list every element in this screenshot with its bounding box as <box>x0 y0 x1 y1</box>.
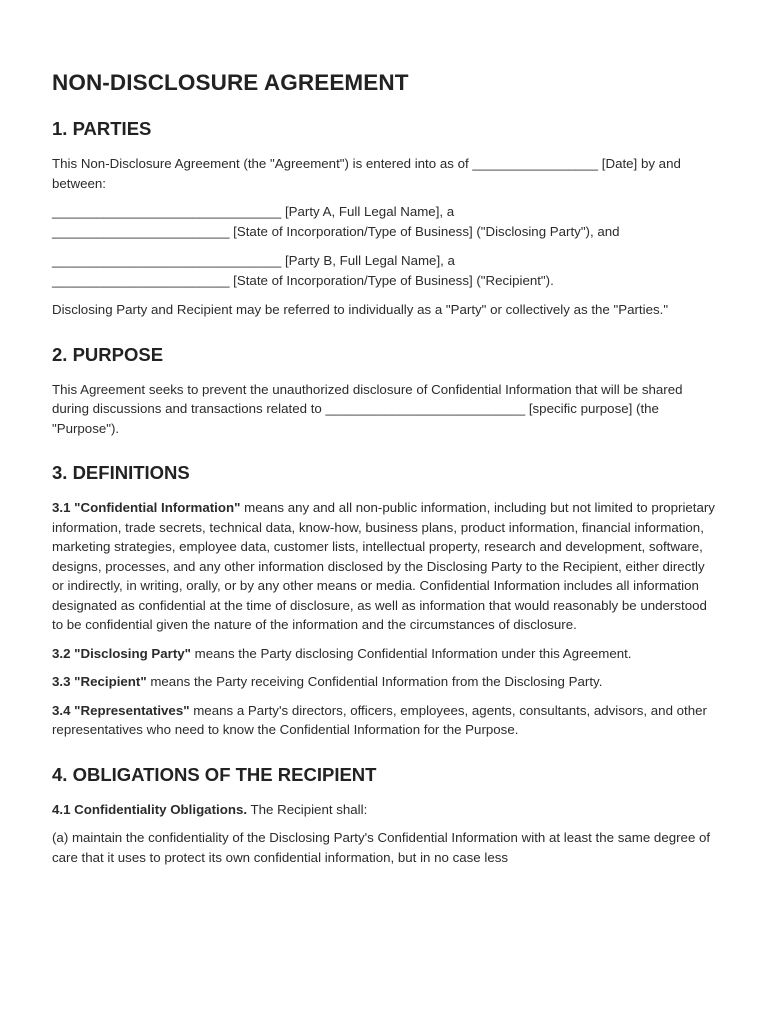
document-title: NON-DISCLOSURE AGREEMENT <box>52 70 409 95</box>
definition-text: means a Party's directors, officers, employees, agents, consultants, advisors, and other representatives who need to know the Confidential Information for the Purpose. <box>52 702 707 737</box>
party-a-block <box>52 202 720 241</box>
section-purpose <box>52 344 720 439</box>
definition-item <box>52 644 720 664</box>
section-heading-purpose: 2. PURPOSE <box>52 343 164 365</box>
section-parties <box>52 118 720 320</box>
party-a-line2: ________________________ [State of Incorporation/Type of Business] ("Disclosing Party"), and <box>52 223 620 239</box>
definition-term: 3.2 "Disclosing Party" <box>52 645 191 661</box>
party-b-line2: ________________________ [State of Incorporation/Type of Business] ("Recipient"). <box>52 272 554 288</box>
obligations-sub-text: The Recipient shall: <box>247 801 368 817</box>
definition-term: 3.3 "Recipient" <box>52 674 147 689</box>
party-b-line1: _______________________________ [Party B, Full Legal Name], a <box>52 253 455 268</box>
party-b-block <box>52 251 720 290</box>
party-a-line1: _______________________________ [Party A, Full Legal Name], a <box>52 204 455 219</box>
parties-closing: Disclosing Party and Recipient may be referred to individually as a "Party" or collectively as the "Parties." <box>52 302 669 317</box>
section-heading-obligations: 4. OBLIGATIONS OF THE RECIPIENT <box>52 763 377 785</box>
definition-item <box>52 701 720 740</box>
document-page <box>52 70 720 891</box>
obligations-item-a: (a) maintain the confidentiality of the Disclosing Party's Confidential Information with at least the same degree of care that it uses to protect its own confidential information, but in no case less <box>52 830 711 865</box>
parties-intro: This Non-Disclosure Agreement (the "Agreement") is entered into as of _________________ [Date] by and between: <box>52 156 681 191</box>
definition-item <box>52 498 720 635</box>
section-obligations <box>52 764 720 868</box>
definition-term: 3.1 "Confidential Information" <box>52 500 241 515</box>
definition-text: means the Party disclosing Confidential Information under this Agreement. <box>190 645 632 661</box>
obligations-sub-term: 4.1 Confidentiality Obligations. <box>52 801 248 817</box>
obligations-subsection <box>52 800 720 820</box>
definition-term: 3.4 "Representatives" <box>52 702 190 718</box>
section-heading-definitions: 3. DEFINITIONS <box>52 462 190 483</box>
definition-text: means the Party receiving Confidential Information from the Disclosing Party. <box>146 674 603 689</box>
definition-text: means any and all non-public information, including but not limited to proprietary information, trade secrets, technical data, know-how, business plans, product information, financial information, marketing strategies, employee data, customer lists, intellectual property, research and development, software, designs, processes, and any other information disclosed by the Disclosing Party to the Recipient, either directly or indirectly, in writing, orally, or by any other means or media. Confidential Information includes all information designated as confidential at the time of disclosure, as well as information that would reasonably be understood to be confidential given the nature of the information and the circumstances of disclosure. <box>52 500 715 632</box>
purpose-text: This Agreement seeks to prevent the unauthorized disclosure of Confidential Information that will be shared during discussions and transactions related to ___________________________ [specific purpose] (the "Purpose"). <box>52 381 683 436</box>
definition-item <box>52 672 720 692</box>
section-heading-parties: 1. PARTIES <box>52 118 152 139</box>
section-definitions <box>52 462 720 740</box>
